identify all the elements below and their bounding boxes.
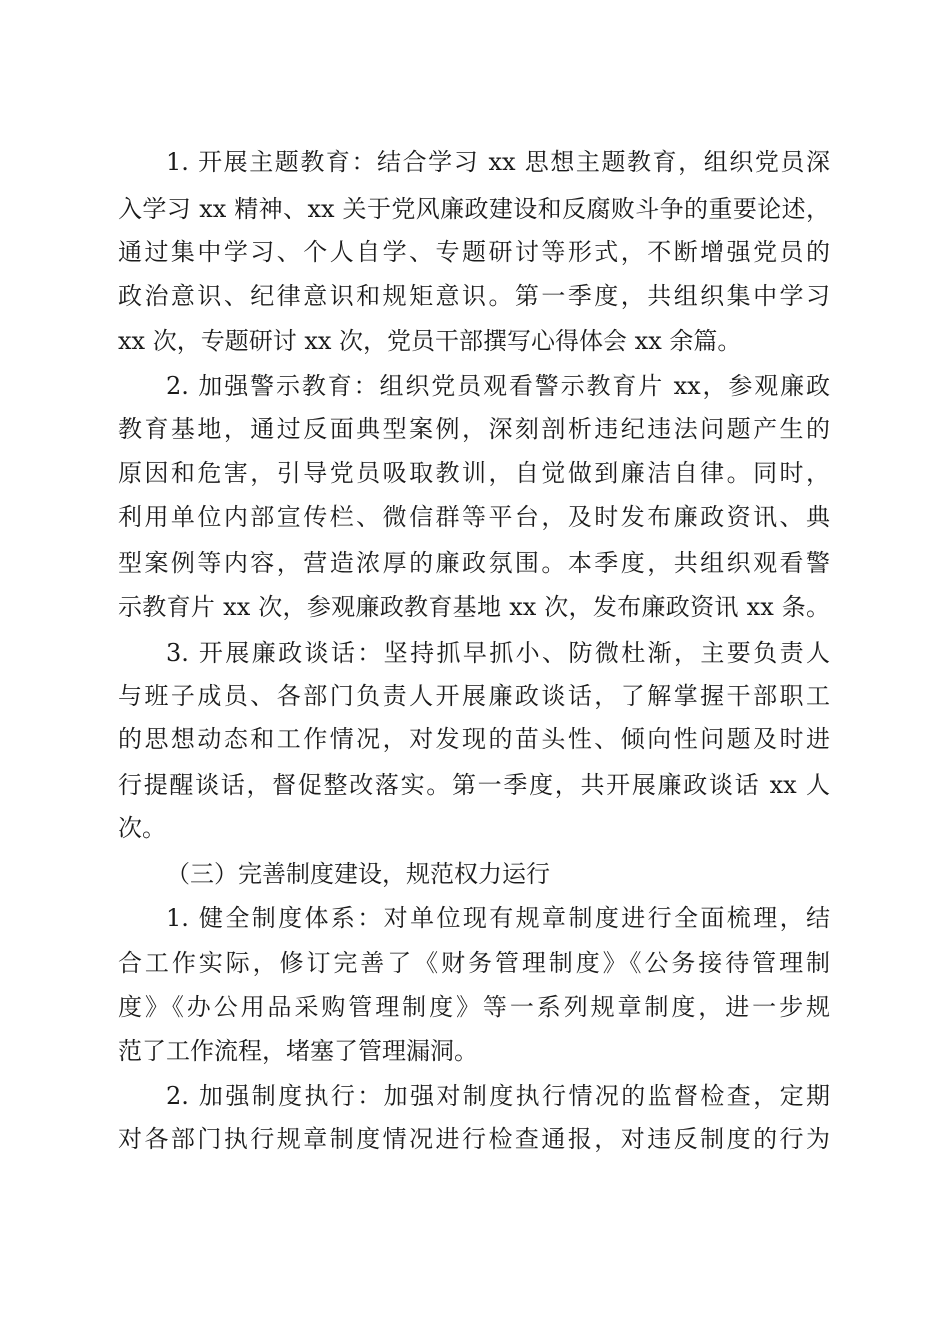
- paragraph-2-line-6: 示教育片 xx 次，参观廉政教育基地 xx 次，发布廉政资讯 xx 条。: [118, 593, 830, 621]
- paragraph-1-line-3: 通过集中学习、个人自学、专题研讨等形式，不断增强党员的: [118, 238, 830, 266]
- paragraph-3-line-5: 次。: [118, 814, 166, 842]
- paragraph-2-line-3: 原因和危害，引导党员吸取教训，自觉做到廉洁自律。同时，: [118, 459, 830, 487]
- paragraph-1-line-5: xx 次，专题研讨 xx 次，党员干部撰写心得体会 xx 余篇。: [118, 327, 742, 355]
- paragraph-2-line-4: 利用单位内部宣传栏、微信群等平台，及时发布廉政资讯、典: [118, 503, 830, 531]
- paragraph-3-line-1: 3. 开展廉政谈话：坚持抓早抓小、防微杜渐，主要负责人: [166, 639, 830, 667]
- paragraph-1-line-1: 1. 开展主题教育：结合学习 xx 思想主题教育，组织党员深: [166, 148, 830, 176]
- paragraph-3-line-3: 的思想动态和工作情况，对发现的苗头性、倾向性问题及时进: [118, 725, 830, 753]
- paragraph-1-line-4: 政治意识、纪律意识和规矩意识。第一季度，共组织集中学习: [118, 282, 830, 310]
- paragraph-4-line-1: 1. 健全制度体系：对单位现有规章制度进行全面梳理，结: [166, 904, 830, 932]
- paragraph-2-line-1: 2. 加强警示教育：组织党员观看警示教育片 xx，参观廉政: [166, 372, 830, 400]
- paragraph-5-line-2: 对各部门执行规章制度情况进行检查通报，对违反制度的行为: [118, 1125, 830, 1153]
- paragraph-4-line-2: 合工作实际，修订完善了《财务管理制度》《公务接待管理制: [118, 949, 830, 977]
- paragraph-4-line-3: 度》《办公用品采购管理制度》等一系列规章制度，进一步规: [118, 993, 830, 1021]
- paragraph-5-line-1: 2. 加强制度执行：加强对制度执行情况的监督检查，定期: [166, 1082, 830, 1110]
- paragraph-3-line-4: 行提醒谈话，督促整改落实。第一季度，共开展廉政谈话 xx 人: [118, 771, 830, 799]
- paragraph-2-line-5: 型案例等内容，营造浓厚的廉政氛围。本季度，共组织观看警: [118, 549, 830, 577]
- section-heading: （三）完善制度建设，规范权力运行: [166, 860, 550, 888]
- paragraph-1-line-2: 入学习 xx 精神、xx 关于党风廉政建设和反腐败斗争的重要论述，: [118, 195, 830, 223]
- paragraph-2-line-2: 教育基地，通过反面典型案例，深刻剖析违纪违法问题产生的: [118, 415, 830, 443]
- paragraph-3-line-2: 与班子成员、各部门负责人开展廉政谈话，了解掌握干部职工: [118, 682, 830, 710]
- paragraph-4-line-4: 范了工作流程，堵塞了管理漏洞。: [118, 1037, 478, 1065]
